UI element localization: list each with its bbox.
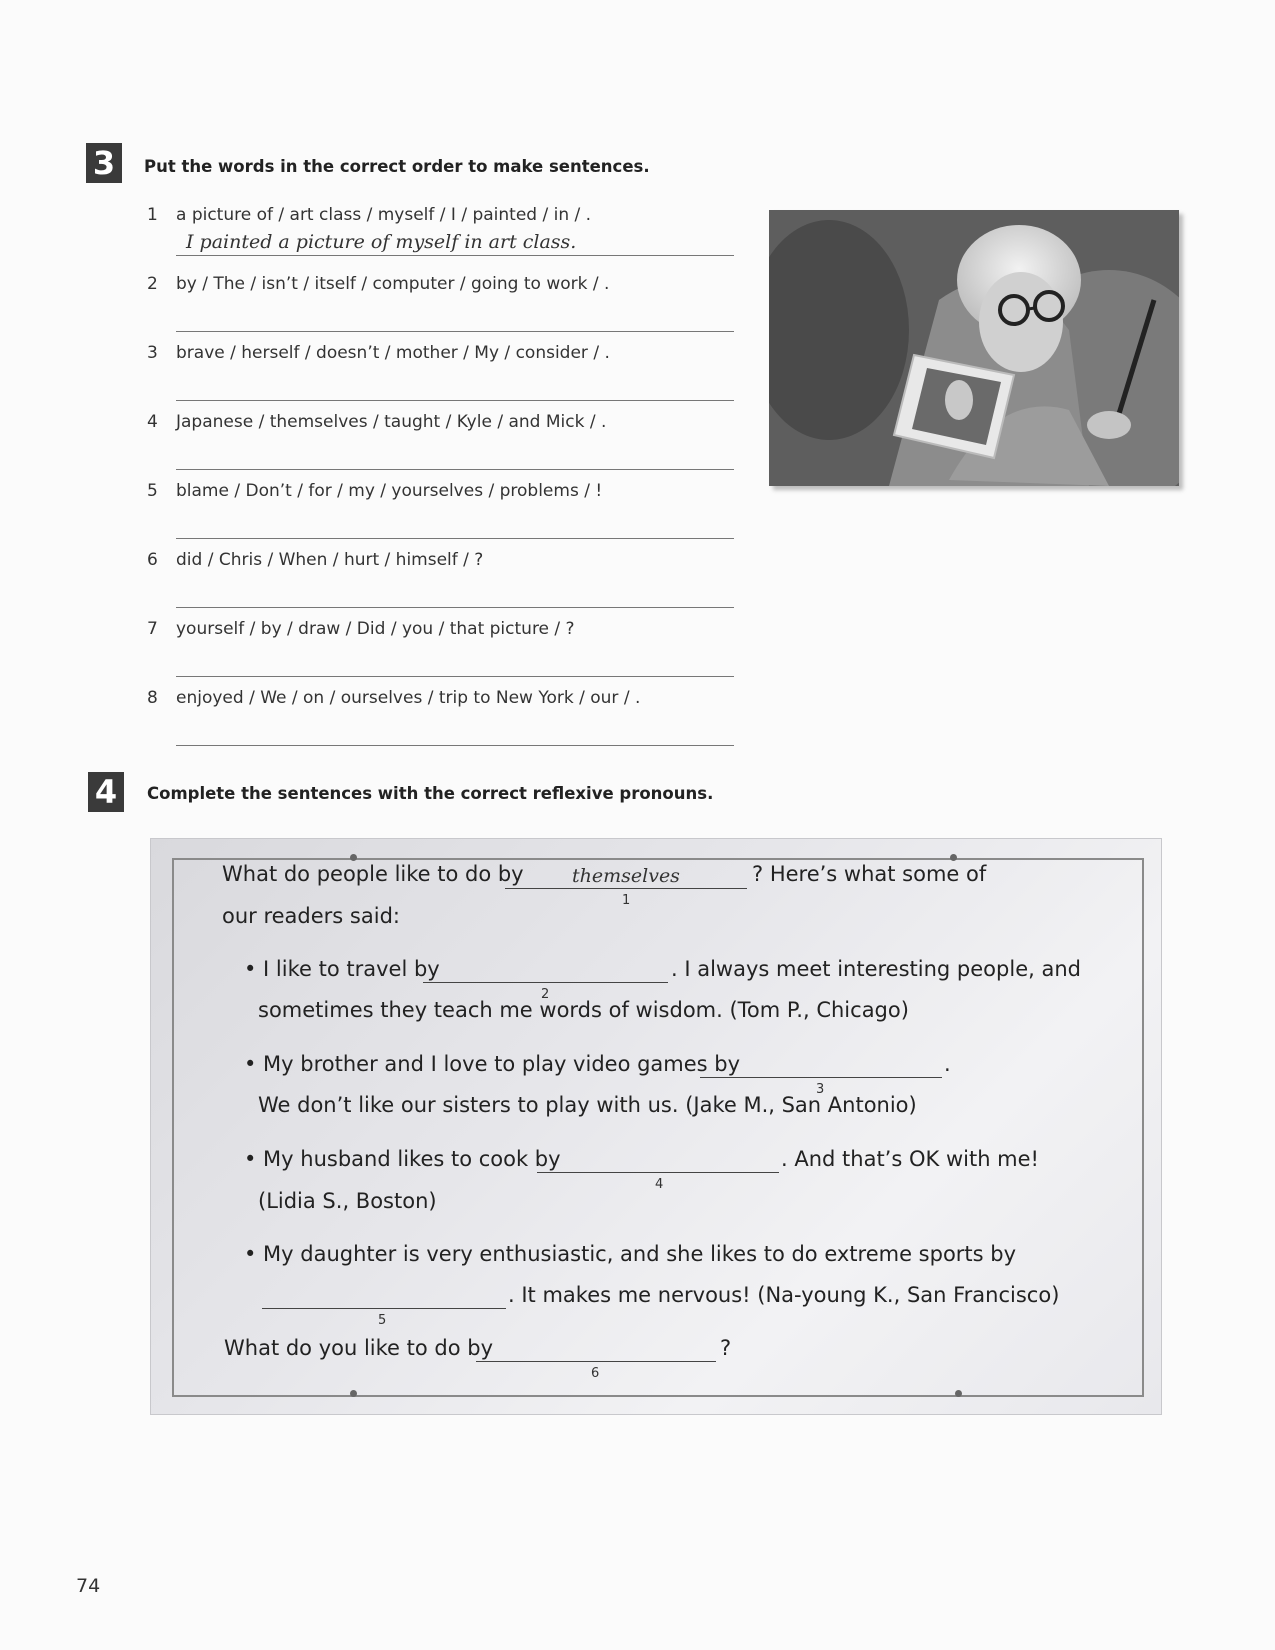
item-8-prompt: enjoyed / We / on / ourselves / trip to New York / our / . (176, 688, 641, 708)
item-2-answer-line[interactable] (176, 331, 734, 332)
item-6-answer-line[interactable] (176, 607, 734, 608)
blank-1-number: 1 (622, 893, 631, 908)
item-8-number: 8 (147, 688, 158, 708)
blank-5[interactable] (262, 1308, 506, 1309)
item-5-number: 5 (147, 481, 158, 501)
frame-dot (350, 1390, 357, 1397)
woman-painting-photo (769, 210, 1179, 486)
bullet-3-text-b: . And that’s OK with me! (781, 1147, 1039, 1171)
item-7-prompt: yourself / by / draw / Did / you / that picture / ? (176, 619, 575, 639)
exercise-4-badge: 4 (88, 772, 124, 812)
blank-4-number: 4 (655, 1177, 664, 1192)
bullet-2-text-c: We don’t like our sisters to play with us. (Jake M., San Antonio) (258, 1093, 917, 1117)
item-1-prompt: a picture of / art class / myself / I / painted / in / . (176, 205, 592, 225)
item-2-prompt: by / The / isn’t / itself / computer / going to work / . (176, 274, 610, 294)
bullet-1-text-a: • I like to travel by (244, 957, 440, 981)
bullet-3-text-c: (Lidia S., Boston) (258, 1189, 437, 1213)
item-6-prompt: did / Chris / When / hurt / himself / ? (176, 550, 484, 570)
item-5-answer-line[interactable] (176, 538, 734, 539)
exercise-3-instruction: Put the words in the correct order to make sentences. (144, 157, 650, 176)
item-1-number: 1 (147, 205, 158, 225)
intro-text-a: What do people like to do by (222, 862, 524, 886)
blank-6[interactable] (476, 1361, 716, 1362)
intro-text-c: our readers said: (222, 904, 400, 928)
item-3-answer-line[interactable] (176, 400, 734, 401)
item-1-answer-line[interactable] (176, 255, 734, 256)
closing-text-b: ? (720, 1336, 732, 1360)
item-6-number: 6 (147, 550, 158, 570)
item-7-number: 7 (147, 619, 158, 639)
bullet-4-text-a: • My daughter is very enthusiastic, and she likes to do extreme sports by (244, 1242, 1017, 1266)
item-3-number: 3 (147, 343, 158, 363)
exercise-4-instruction: Complete the sentences with the correct reflexive pronouns. (147, 784, 714, 803)
frame-dot (955, 1390, 962, 1397)
item-4-answer-line[interactable] (176, 469, 734, 470)
closing-text-a: What do you like to do by (224, 1336, 494, 1360)
blank-2-number: 2 (541, 987, 550, 1002)
blank-3[interactable] (700, 1077, 942, 1078)
bullet-3-text-a: • My husband likes to cook by (244, 1147, 561, 1171)
item-2-number: 2 (147, 274, 158, 294)
bullet-1-text-c: sometimes they teach me words of wisdom. (Tom P., Chicago) (258, 998, 909, 1022)
blank-3-number: 3 (816, 1082, 825, 1097)
item-7-answer-line[interactable] (176, 676, 734, 677)
frame-dot (950, 854, 957, 861)
blank-4[interactable] (537, 1172, 779, 1173)
blank-2[interactable] (423, 982, 668, 983)
bullet-1-text-b: . I always meet interesting people, and (671, 957, 1081, 981)
photo-illustration (769, 210, 1179, 486)
item-5-prompt: blame / Don’t / for / my / yourselves / problems / ! (176, 481, 603, 501)
item-1-answer: I painted a picture of myself in art class. (186, 231, 577, 253)
item-3-prompt: brave / herself / doesn’t / mother / My / consider / . (176, 343, 610, 363)
blank-1-answer: themselves (572, 865, 680, 887)
blank-5-number: 5 (378, 1313, 387, 1328)
exercise-3-badge: 3 (86, 143, 122, 183)
blank-6-number: 6 (591, 1366, 600, 1381)
frame-dot (350, 854, 357, 861)
blank-1[interactable] (505, 888, 747, 889)
intro-text-b: ? Here’s what some of (752, 862, 987, 886)
item-4-prompt: Japanese / themselves / taught / Kyle / and Mick / . (176, 412, 607, 432)
item-8-answer-line[interactable] (176, 745, 734, 746)
bullet-4-text-b: . It makes me nervous! (Na-young K., San Francisco) (508, 1283, 1060, 1307)
bullet-2-text-b: . (944, 1052, 951, 1076)
item-4-number: 4 (147, 412, 158, 432)
panel-frame (172, 858, 1144, 1397)
page-number: 74 (76, 1575, 101, 1597)
bullet-2-text-a: • My brother and I love to play video games by (244, 1052, 741, 1076)
